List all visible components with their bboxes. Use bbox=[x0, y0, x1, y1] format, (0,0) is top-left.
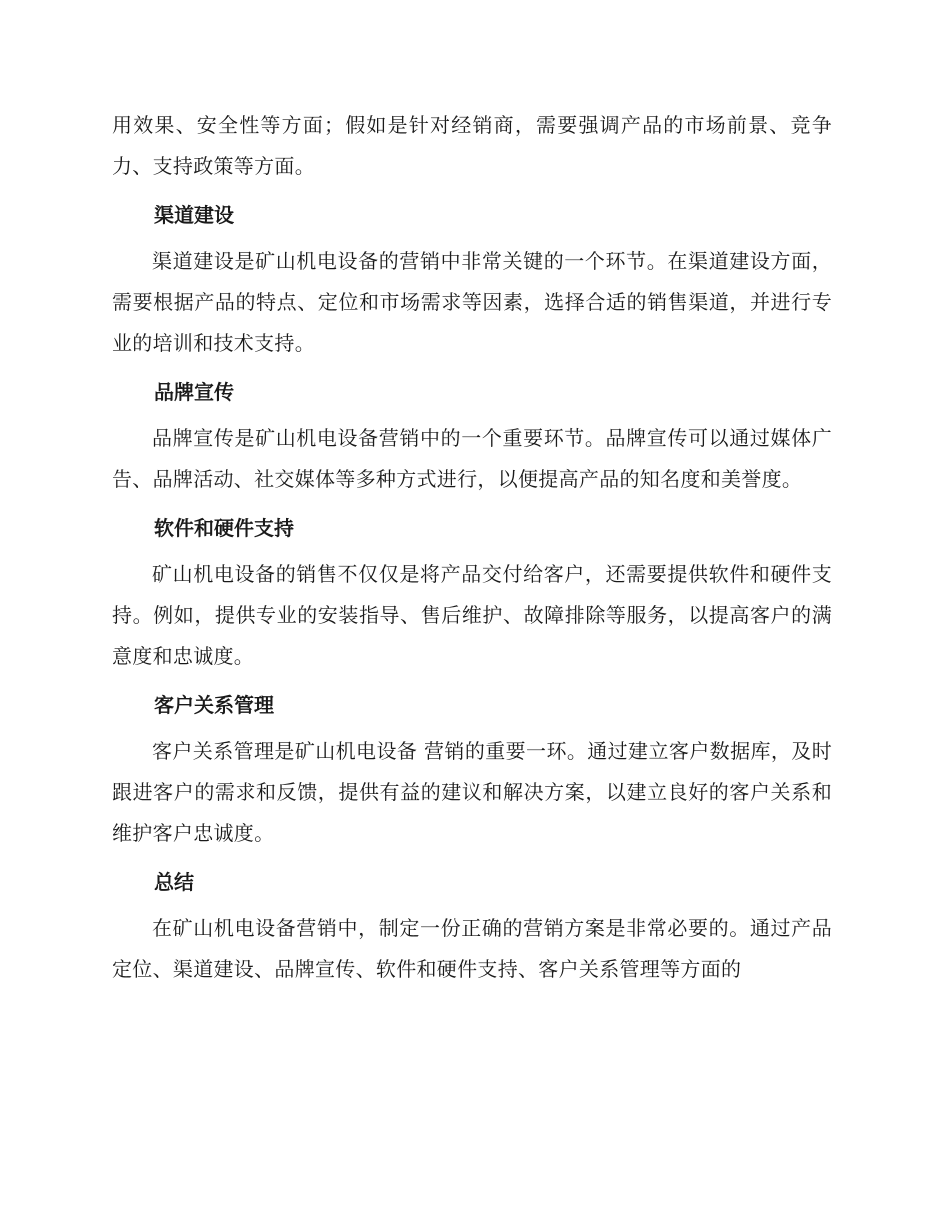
section-heading: 软件和硬件支持 bbox=[154, 516, 294, 540]
section-channel-building bbox=[112, 203, 832, 364]
section-heading: 品牌宣传 bbox=[154, 380, 234, 404]
section-heading: 总结 bbox=[154, 870, 194, 894]
section-paragraph: 客户关系管理是矿山机电设备 营销的重要一环。通过建立客户数据库，及时跟进客户的需求和反馈，提供有益的建议和解决方案，以建立良好的客户关系和维护客户忠诚度。 bbox=[112, 739, 832, 845]
section-customer-relationship bbox=[112, 693, 832, 854]
section-heading: 客户关系管理 bbox=[154, 693, 274, 717]
section-heading: 渠道建设 bbox=[154, 203, 234, 227]
section-paragraph: 渠道建设是矿山机电设备的营销中非常关键的一个环节。在渠道建设方面，需要根据产品的特点、定位和市场需求等因素，选择合适的销售渠道，并进行专业的培训和技术支持。 bbox=[112, 249, 832, 355]
document-page bbox=[112, 105, 832, 990]
intro-continuation-paragraph: 用效果、安全性等方面；假如是针对经销商，需要强调产品的市场前景、竞争力、支持政策等方面。 bbox=[112, 113, 832, 178]
section-paragraph: 品牌宣传是矿山机电设备营销中的一个重要环节。品牌宣传可以通过媒体广告、品牌活动、社交媒体等多种方式进行，以便提高产品的知名度和美誉度。 bbox=[112, 426, 832, 491]
section-paragraph: 矿山机电设备的销售不仅仅是将产品交付给客户，还需要提供软件和硬件支持。例如，提供专业的安装指导、售后维护、故障排除等服务，以提高客户的满意度和忠诚度。 bbox=[112, 562, 832, 668]
section-brand-promotion bbox=[112, 380, 832, 500]
section-software-hardware-support bbox=[112, 516, 832, 677]
section-paragraph: 在矿山机电设备营销中，制定一份正确的营销方案是非常必要的。通过产品定位、渠道建设、品牌宣传、软件和硬件支持、客户关系管理等方面的 bbox=[112, 916, 832, 981]
section-summary bbox=[112, 870, 832, 990]
